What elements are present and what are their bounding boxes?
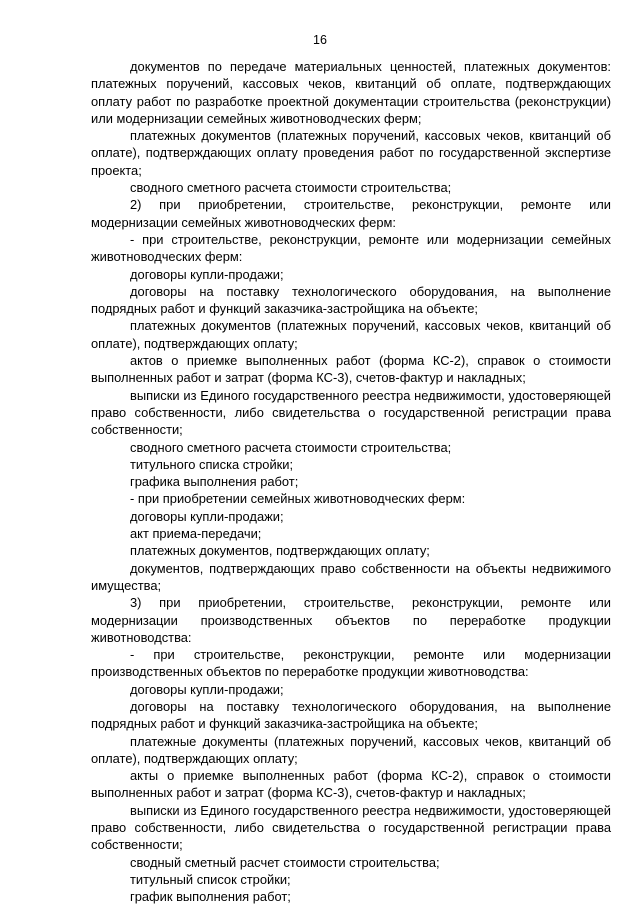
paragraph: документов по передаче материальных ценностей, платежных документов: платежных поручений, кассовых чеков, квитанций об оплате, подтверждающих оплату работ по разработке проектной документации строительства (реконструкции) или модернизации семейных животноводческих ферм; — [91, 59, 611, 126]
paragraph: акт приема-передачи; — [130, 526, 262, 542]
paragraph: акты о приемке выполненных работ (форма КС-2), справок о стоимости выполненных работ и затрат (форма КС-3), счетов-фактур и накладных; — [91, 768, 611, 801]
page-number: 16 — [313, 33, 327, 47]
paragraph: график выполнения работ; — [130, 889, 291, 905]
paragraph: платежных документов (платежных поручений, кассовых чеков, квитанций об оплате), подтверждающих оплату проведения работ по государственной экспертизе проекта; — [91, 128, 611, 178]
paragraph: договоры купли-продажи; — [130, 681, 284, 697]
paragraph: 3) при приобретении, строительстве, реконструкции, ремонте или модернизации производственных объектов по переработке продукции животноводства: — [91, 595, 611, 645]
paragraph: платежные документы (платежных поручений, кассовых чеков, квитанций об оплате), подтверждающих оплату; — [91, 733, 611, 766]
paragraph: актов о приемке выполненных работ (форма КС-2), справок о стоимости выполненных работ и затрат (форма КС-3), счетов-фактур и накладных; — [91, 353, 611, 386]
paragraph: титульный список стройки; — [130, 871, 291, 887]
paragraph: титульного списка стройки; — [130, 456, 294, 472]
paragraph: договоры купли-продажи; — [130, 266, 284, 282]
paragraph: сводного сметного расчета стоимости строительства; — [130, 439, 452, 455]
paragraph: - при приобретении семейных животноводческих ферм: — [130, 491, 466, 507]
paragraph: платежных документов (платежных поручений, кассовых чеков, квитанций об оплате), подтверждающих оплату; — [91, 318, 611, 351]
paragraph: - при строительстве, реконструкции, ремонте или модернизации производственных объектов по переработке продукции животноводства: — [91, 647, 611, 680]
paragraph: документов, подтверждающих право собственности на объекты недвижимого имущества; — [91, 560, 611, 593]
paragraph: сводного сметного расчета стоимости строительства; — [130, 180, 452, 196]
paragraph: - при строительстве, реконструкции, ремонте или модернизации семейных животноводческих ферм: — [91, 231, 611, 265]
paragraph: сводный сметный расчет стоимости строительства; — [130, 854, 440, 870]
paragraph: графика выполнения работ; — [130, 474, 299, 490]
paragraph: выписки из Единого государственного реестра недвижимости, удостоверяющей право собственности, либо свидетельства о государственной регистрации права собственности; — [91, 802, 611, 853]
paragraph: договоры на поставку технологического оборудования, на выполнение подрядных работ и функций заказчика-застройщика на объекте; — [91, 283, 611, 317]
paragraph: 2) при приобретении, строительстве, реконструкции, ремонте или модернизации семейных животноводческих ферм: — [91, 197, 611, 230]
paragraph: выписки из Единого государственного реестра недвижимости, удостоверяющей право собственности, либо свидетельства о государственной регистрации права собственности; — [91, 387, 611, 438]
paragraph: договоры на поставку технологического оборудования, на выполнение подрядных работ и функций заказчика-застройщика на объекте; — [91, 698, 611, 732]
paragraph: платежных документов, подтверждающих оплату; — [130, 543, 430, 559]
document-body — [91, 58, 611, 906]
paragraph: договоры купли-продажи; — [130, 508, 284, 524]
